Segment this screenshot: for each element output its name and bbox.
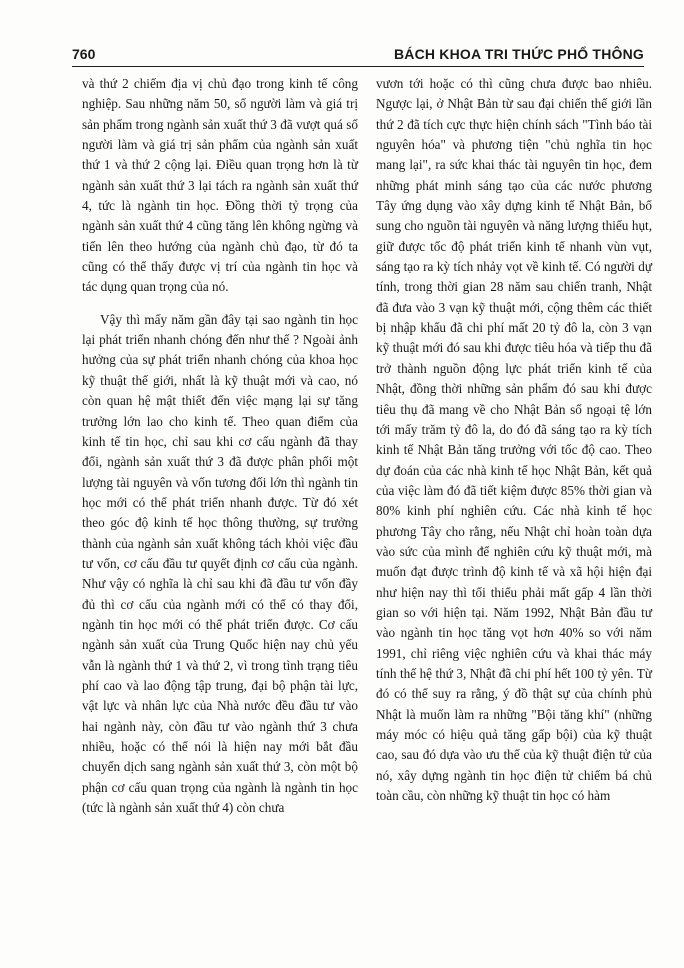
- page-number: 760: [72, 46, 96, 62]
- page-header: [72, 44, 644, 67]
- paragraph: vươn tới hoặc có thì cũng chưa được bao nhiêu. Ngược lại, ở Nhật Bản từ sau đại chiến thế giới lần thứ 2 đã tích cực thực hiện chính sách "Tình báo tài nguyên hóa" và phương tiện "chủ nghĩa tin học mang lại", ra sức khai thác tài nguyên tin học, đem những phát minh sáng tạo của các nước phương Tây ứng dụng vào xây dựng kinh tế Nhật Bản, bổ sung cho nguồn tài nguyên và năng lượng thiếu hụt, giữ được tốc độ phát triển kinh tế nhanh vùn vụt, sáng tạo ra kỳ tích nhảy vọt về kinh tế. Có người dự tính, trong thời gian 28 năm sau chiến tranh, Nhật đã đưa vào 3 vạn kỹ thuật mới, cộng thêm các thiết bị nhập khẩu đã chi phí mất 20 tỷ đô la, còn 3 vạn kỹ thuật mới đó sau khi được tiêu hóa và tiếp thu đã trở thành nguồn động lực phát triển kinh tế của Nhật, đồng thời những sản phẩm đó sau khi được tiêu thụ đã mang về cho Nhật Bản số ngoại tệ lớn tới mấy trăm tỷ đô la, do đó đã sáng tạo ra kỳ tích kinh tế Nhật Bản tăng trưởng với tốc độ cao. Theo dự đoán của các nhà kinh tế học Nhật Bản, kết quả của việc làm đó đã tiết kiệm được 85% thời gian và 80% kinh phí nghiên cứu. Các nhà kinh tế học phương Tây cho rằng, nếu Nhật chỉ hoàn toàn dựa vào sức của mình để nghiên cứu kỹ thuật mới, mà muốn đạt được trình độ kinh tế và xã hội hiện đại như hiện nay thì tối thiểu phải mất gấp 4 lần thời gian so với hiện tại. Năm 1992, Nhật Bản đầu tư vào ngành tin học tăng vọt hơn 40% so với năm 1991, chỉ riêng việc nghiên cứu và khai thác máy tính thế hệ thứ 3, Nhật đã chi phí hết 100 tỷ yên. Từ đó có thể suy ra rằng, ý đồ thật sự của chính phủ Nhật là muốn làm ra những "Bội tăng khí" (những máy móc có hiệu quả tăng gấp bội) của kỹ thuật cao, sau đó dựa vào ưu thế của kỹ thuật điện tử của nó, xây dựng ngành tin học điện tử chiếm bá chủ toàn cầu, còn những kỹ thuật tin học có hàm: [376, 76, 652, 804]
- running-title: BÁCH KHOA TRI THỨC PHỔ THÔNG: [393, 46, 644, 62]
- right-column: [376, 74, 652, 806]
- paragraph: và thứ 2 chiếm địa vị chủ đạo trong kinh tế công nghiệp. Sau những năm 50, số người làm và giá trị sản phẩm trong ngành sản xuất thứ 3 đã vượt quá số người làm và giá trị sản phẩm của ngành sản xuất thứ 1 và thứ 2 cộng lại. Điều quan trọng hơn là từ ngành sản xuất thứ 3 lại tách ra ngành sản xuất thứ 4, tức là ngành tin học. Đồng thời tỷ trọng của ngành sản xuất thứ 4 cũng tăng lên không ngừng và tiến lên theo hướng của ngành chủ đạo, từ đó ta cũng có thể thấy được vị trí của ngành tin học và tác dụng quan trọng của nó.: [82, 76, 358, 295]
- left-column: [82, 74, 358, 818]
- paragraph: Vậy thì mấy năm gần đây tại sao ngành tin học lại phát triển nhanh chóng đến như thế ? Ngoài ảnh hưởng của sự phát triển nhanh chóng của khoa học kỹ thuật thế giới, nhất là kỹ thuật mới và cao, nó còn quan hệ mật thiết đến việc mạng lại sự tăng trưởng lớn lao cho kinh tế. Theo quan điểm của kinh tế tin học, chỉ sau khi cơ cấu ngành đã thay đổi, ngành sản xuất thứ 3 đã được phân phối một lượng tài nguyên và vốn tương đối lớn thì ngành tin học mới có thể phát triển nhanh được. Từ đó xét theo góc độ kinh tế học thông thường, sự trưởng thành của ngành sản xuất không tách khỏi việc đầu tư vốn, cơ cấu đầu tư quyết định cơ cấu của ngành. Như vậy có nghĩa là chỉ sau khi đã đầu tư vốn đầy đủ thì cơ cấu của ngành mới có thể có thay đổi, ngành tin học mới có thể phát triển được. Cơ cấu ngành sản xuất của Trung Quốc hiện nay chủ yếu vẫn là ngành thứ 1 và thứ 2, vì trong tình trạng tiêu phí cao và lao động tập trung, đại bộ phận tài lực, vật lực và nhân lực của Nhà nước đều đầu tư vào hai ngành này, còn đầu tư vào ngành thứ 3 chưa nhiều, hoặc có thể nói là hiện nay mới bắt đầu chuyển dịch sang ngành sản xuất thứ 3, còn một bộ phận cơ cấu quan trọng của ngành là ngành tin học (tức là ngành sản xuất thứ 4) còn chưa: [82, 311, 358, 816]
